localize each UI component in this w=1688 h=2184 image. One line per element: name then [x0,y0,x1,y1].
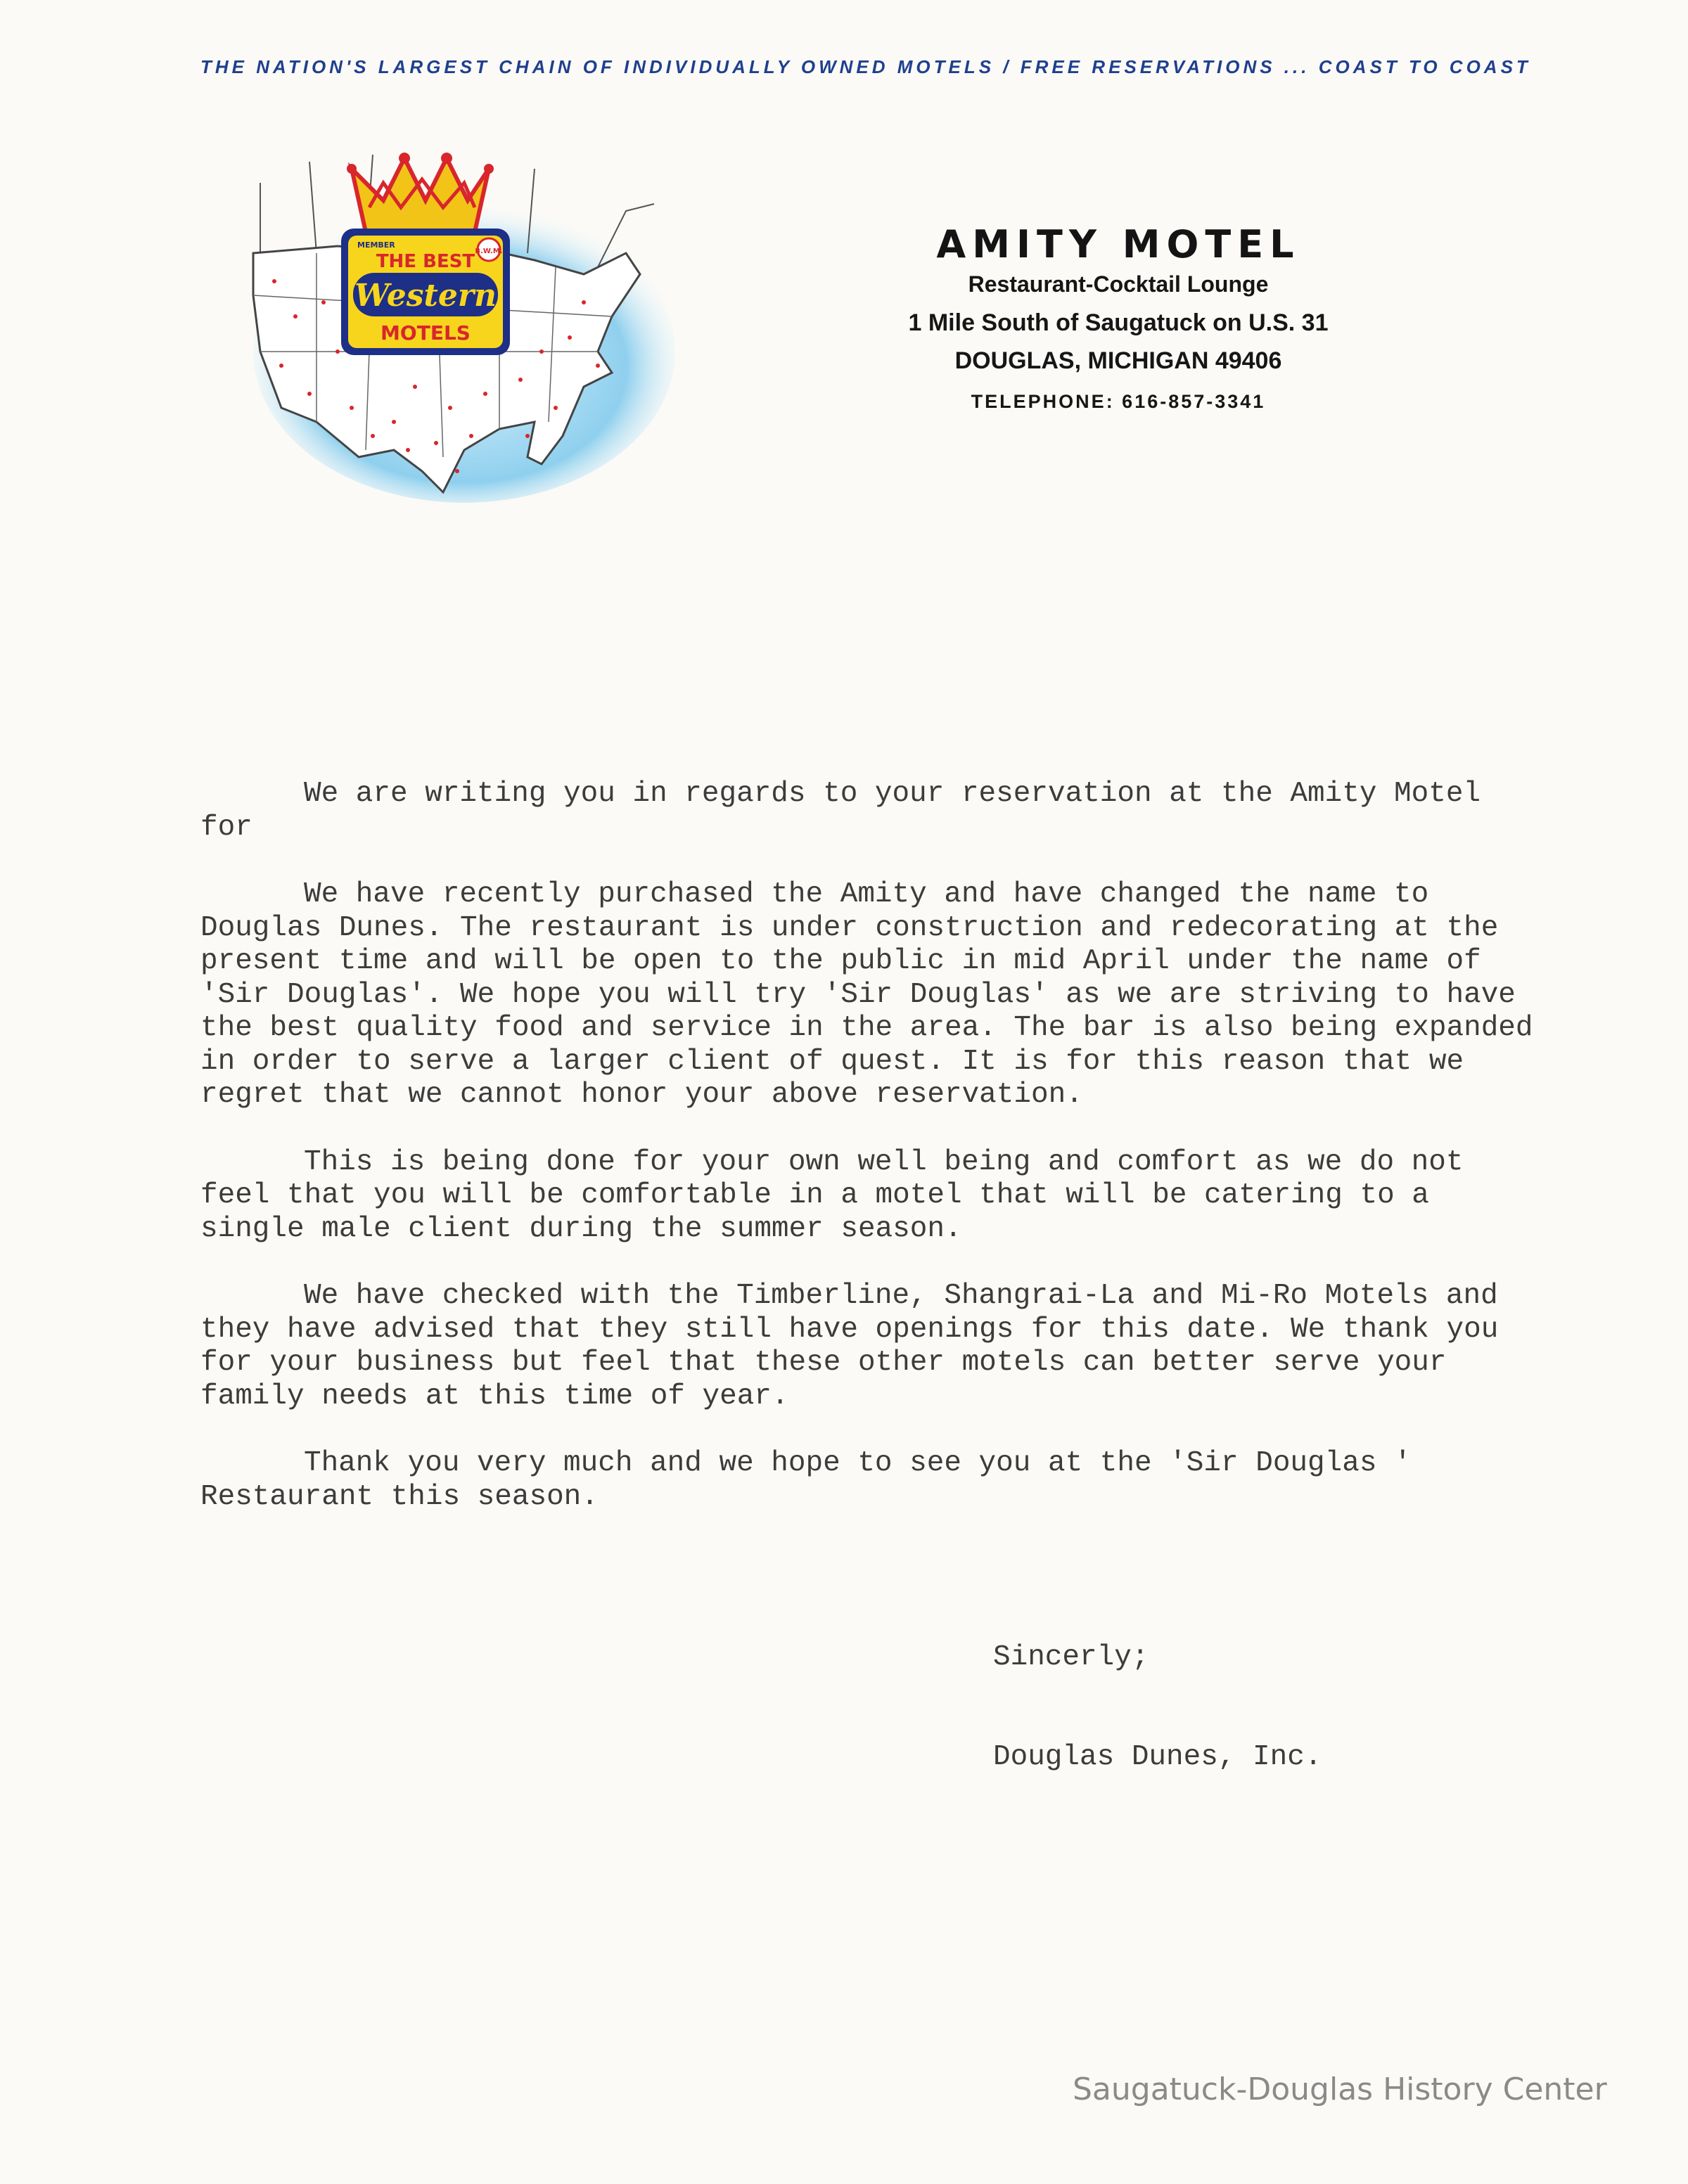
motel-location: 1 Mile South of Saugatuck on U.S. 31 [908,309,1329,336]
usa-map-logo-graphic [232,141,682,506]
logo-line2: Western [354,278,497,314]
motel-services: Restaurant-Cocktail Lounge [968,271,1269,297]
motel-name: AMITY MOTEL [936,222,1300,266]
best-western-logo [232,141,682,506]
letter-paragraph: We have recently purchased the Amity and have changed the name to Douglas Dunes. The restaurant is under construction and redecorating at the present time and will be open to the public in mid April under the name of 'Sir Douglas'. We hope you will try 'Sir Douglas' as we are striving to have the best quality food and service in the area. The bar is also being expanded in order to serve a larger client of quest. It is for this reason that we regret that we cannot honor your above reservation. [200,878,1533,1111]
logo-line3: MOTELS [381,321,471,345]
logo-member: MEMBER [357,240,395,250]
letterhead-tagline: THE NATION'S LARGEST CHAIN OF INDIVIDUALLY OWNED MOTELS / FREE RESERVATIONS ... COAST TO COAST [200,56,1531,77]
letter-paragraph: We are writing you in regards to your reservation at the Amity Motel for [200,778,1481,844]
letter-closing: Sincerly; [993,1641,1149,1674]
letter-paragraph: This is being done for your own well being and comfort as we do not feel that you will be comfortable in a motel that will be catering to a single male client during the summer season. [200,1145,1464,1245]
letter-paragraph: Thank you very much and we hope to see you at the 'Sir Douglas ' Restaurant this season. [200,1447,1412,1513]
logo-line1: THE BEST [376,251,475,272]
letter-paragraph: We have checked with the Timberline, Shangrai-La and Mi-Ro Motels and they have advised that they still have openings for this date. We thank you for your business but feel that these other motels can better serve your family needs at this time of year. [200,1280,1499,1413]
letter-signature: Douglas Dunes, Inc. [993,1741,1322,1773]
letter-body [200,778,1537,1548]
motel-city: DOUGLAS, MICHIGAN 49406 [954,347,1282,374]
archive-watermark: Saugatuck-Douglas History Center [1073,2071,1607,2107]
motel-telephone: TELEPHONE: 616-857-3341 [971,391,1266,412]
logo-seal: B.W.M. [475,248,503,255]
